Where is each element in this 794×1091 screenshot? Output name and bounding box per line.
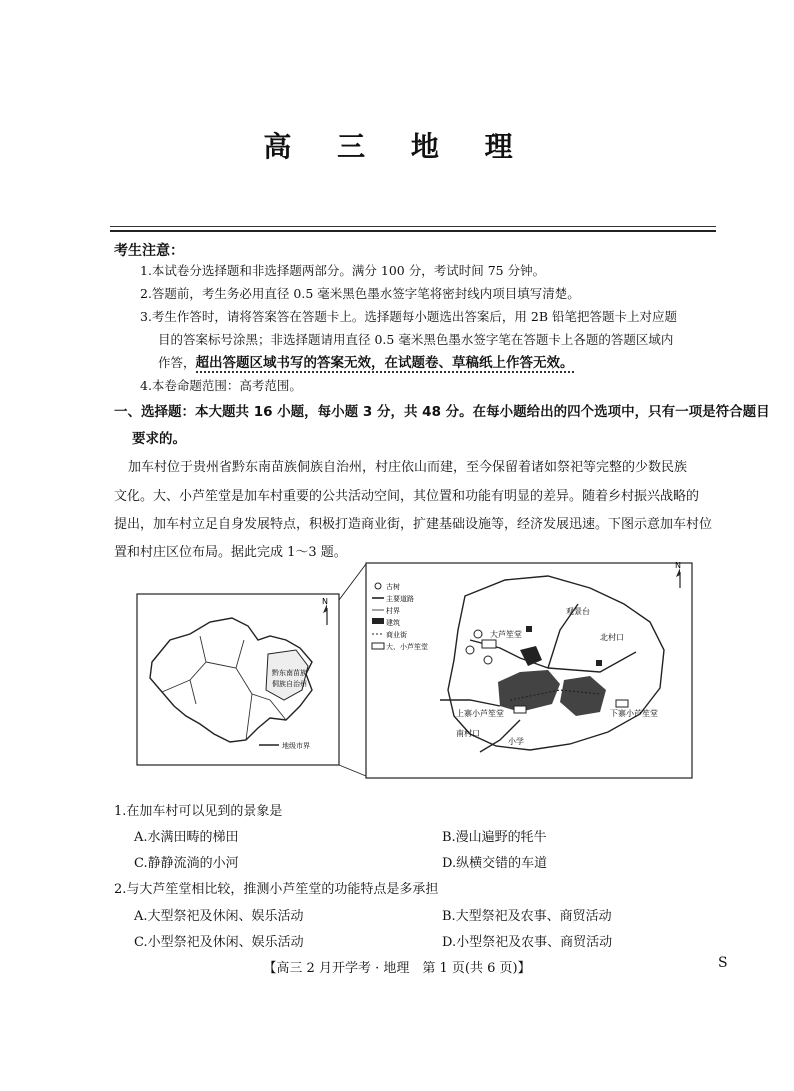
label-upper-small-lusheng: 上寨小芦笙堂 <box>456 709 504 718</box>
passage-line: 提出，加车村立足自身发展特点，积极打造商业街，扩建基础设施等，经济发展迅速。下图示意加车村位 <box>114 517 713 532</box>
legend-boundary: 村界 <box>386 607 400 615</box>
section-heading: 一、选择题：本大题共 16 小题，每小题 3 分，共 48 分。在每小题给出的四个选项中，只有一项是符合题目 <box>114 404 770 420</box>
right-legend <box>372 582 428 651</box>
legend-commercial: 商业街 <box>386 631 407 639</box>
notice-bold-warning: 超出答题区域书写的答案无效，在试题卷、草稿纸上作答无效。 <box>195 355 574 371</box>
page-footer: 【高三 2 月开学考 · 地理 第 1 页(共 6 页)】 <box>263 961 531 976</box>
legend-road: 主要道路 <box>386 595 414 603</box>
notice-item: 2.答题前，考生务必用直径 0.5 毫米黑色墨水签字笔将密封线内项目填写清楚。 <box>140 286 580 301</box>
passage-line: 文化。大、小芦笙堂是加车村重要的公共活动空间，其位置和功能有明显的差异。随着乡村振兴战略的 <box>114 489 700 504</box>
label-south-gate: 南村口 <box>456 729 480 738</box>
option-c[interactable]: C.静静流淌的小河 <box>134 856 239 871</box>
notice-item: 4.本卷命题范围：高考范围。 <box>140 378 302 393</box>
label-lower-small-lusheng: 下寨小芦笙堂 <box>610 709 658 718</box>
page-title: 高 三 地 理 <box>263 130 531 163</box>
left-north-label: N <box>322 597 328 606</box>
notice-item: 作答， <box>158 355 196 370</box>
left-legend: 地级市界 <box>282 742 310 750</box>
notice-item: 3.考生作答时，请将答案答在答题卡上。选择题每小题选出答案后，用 2B 铅笔把答题卡上对应题 <box>140 309 678 324</box>
label-north-gate: 北村口 <box>600 633 624 642</box>
legend-lusheng: 大、小芦笙堂 <box>386 643 428 651</box>
legend-tree: 古树 <box>386 583 400 591</box>
option-a[interactable]: A.水满田畴的梯田 <box>134 830 239 845</box>
right-north-label: N <box>675 561 681 570</box>
right-north-arrow <box>675 561 681 588</box>
option-b[interactable]: B.漫山遍野的牦牛 <box>442 830 547 845</box>
label-viewing-platform: 观景台 <box>566 607 590 616</box>
notice-item: 1.本试卷分选择题和非选择题两部分。满分 100 分，考试时间 75 分钟。 <box>140 263 546 278</box>
option-d[interactable]: D.纵横交错的车道 <box>442 856 548 871</box>
option-a[interactable]: A.大型祭祀及休闲、娱乐活动 <box>134 909 304 924</box>
option-b[interactable]: B.大型祭祀及农事、商贸活动 <box>442 909 612 924</box>
left-region-label-2: 侗族自治州 <box>272 680 307 688</box>
notice-heading: 考生注意： <box>114 243 184 259</box>
right-map-frame <box>366 563 692 778</box>
question-stem: 1.在加车村可以见到的景象是 <box>114 804 283 819</box>
section-heading-cont: 要求的。 <box>132 431 186 447</box>
passage-line: 置和村庄区位布局。据此完成 1～3 题。 <box>114 545 347 560</box>
notice-item: 目的答案标号涂黑；非选择题请用直径 0.5 毫米黑色墨水签字笔在答题卡上各题的答题区域内 <box>158 332 674 347</box>
legend-building: 建筑 <box>386 619 400 627</box>
option-d[interactable]: D.小型祭祀及农事、商贸活动 <box>442 935 613 950</box>
label-big-lusheng: 大芦笙堂 <box>490 630 522 639</box>
left-region-label-1: 黔东南苗族 <box>272 669 307 677</box>
option-c[interactable]: C.小型祭祀及休闲、娱乐活动 <box>134 935 304 950</box>
left-north-arrow <box>322 597 328 625</box>
corner-mark: S <box>718 955 728 971</box>
passage-line: 加车村位于贵州省黔东南苗族侗族自治州，村庄依山而建，至今保留着诸如祭祀等完整的少数民族 <box>128 460 688 475</box>
label-school: 小学 <box>508 737 524 746</box>
village-boundary <box>448 576 664 750</box>
question-stem: 2.与大芦笙堂相比较，推测小芦笙堂的功能特点是多承担 <box>114 882 439 897</box>
